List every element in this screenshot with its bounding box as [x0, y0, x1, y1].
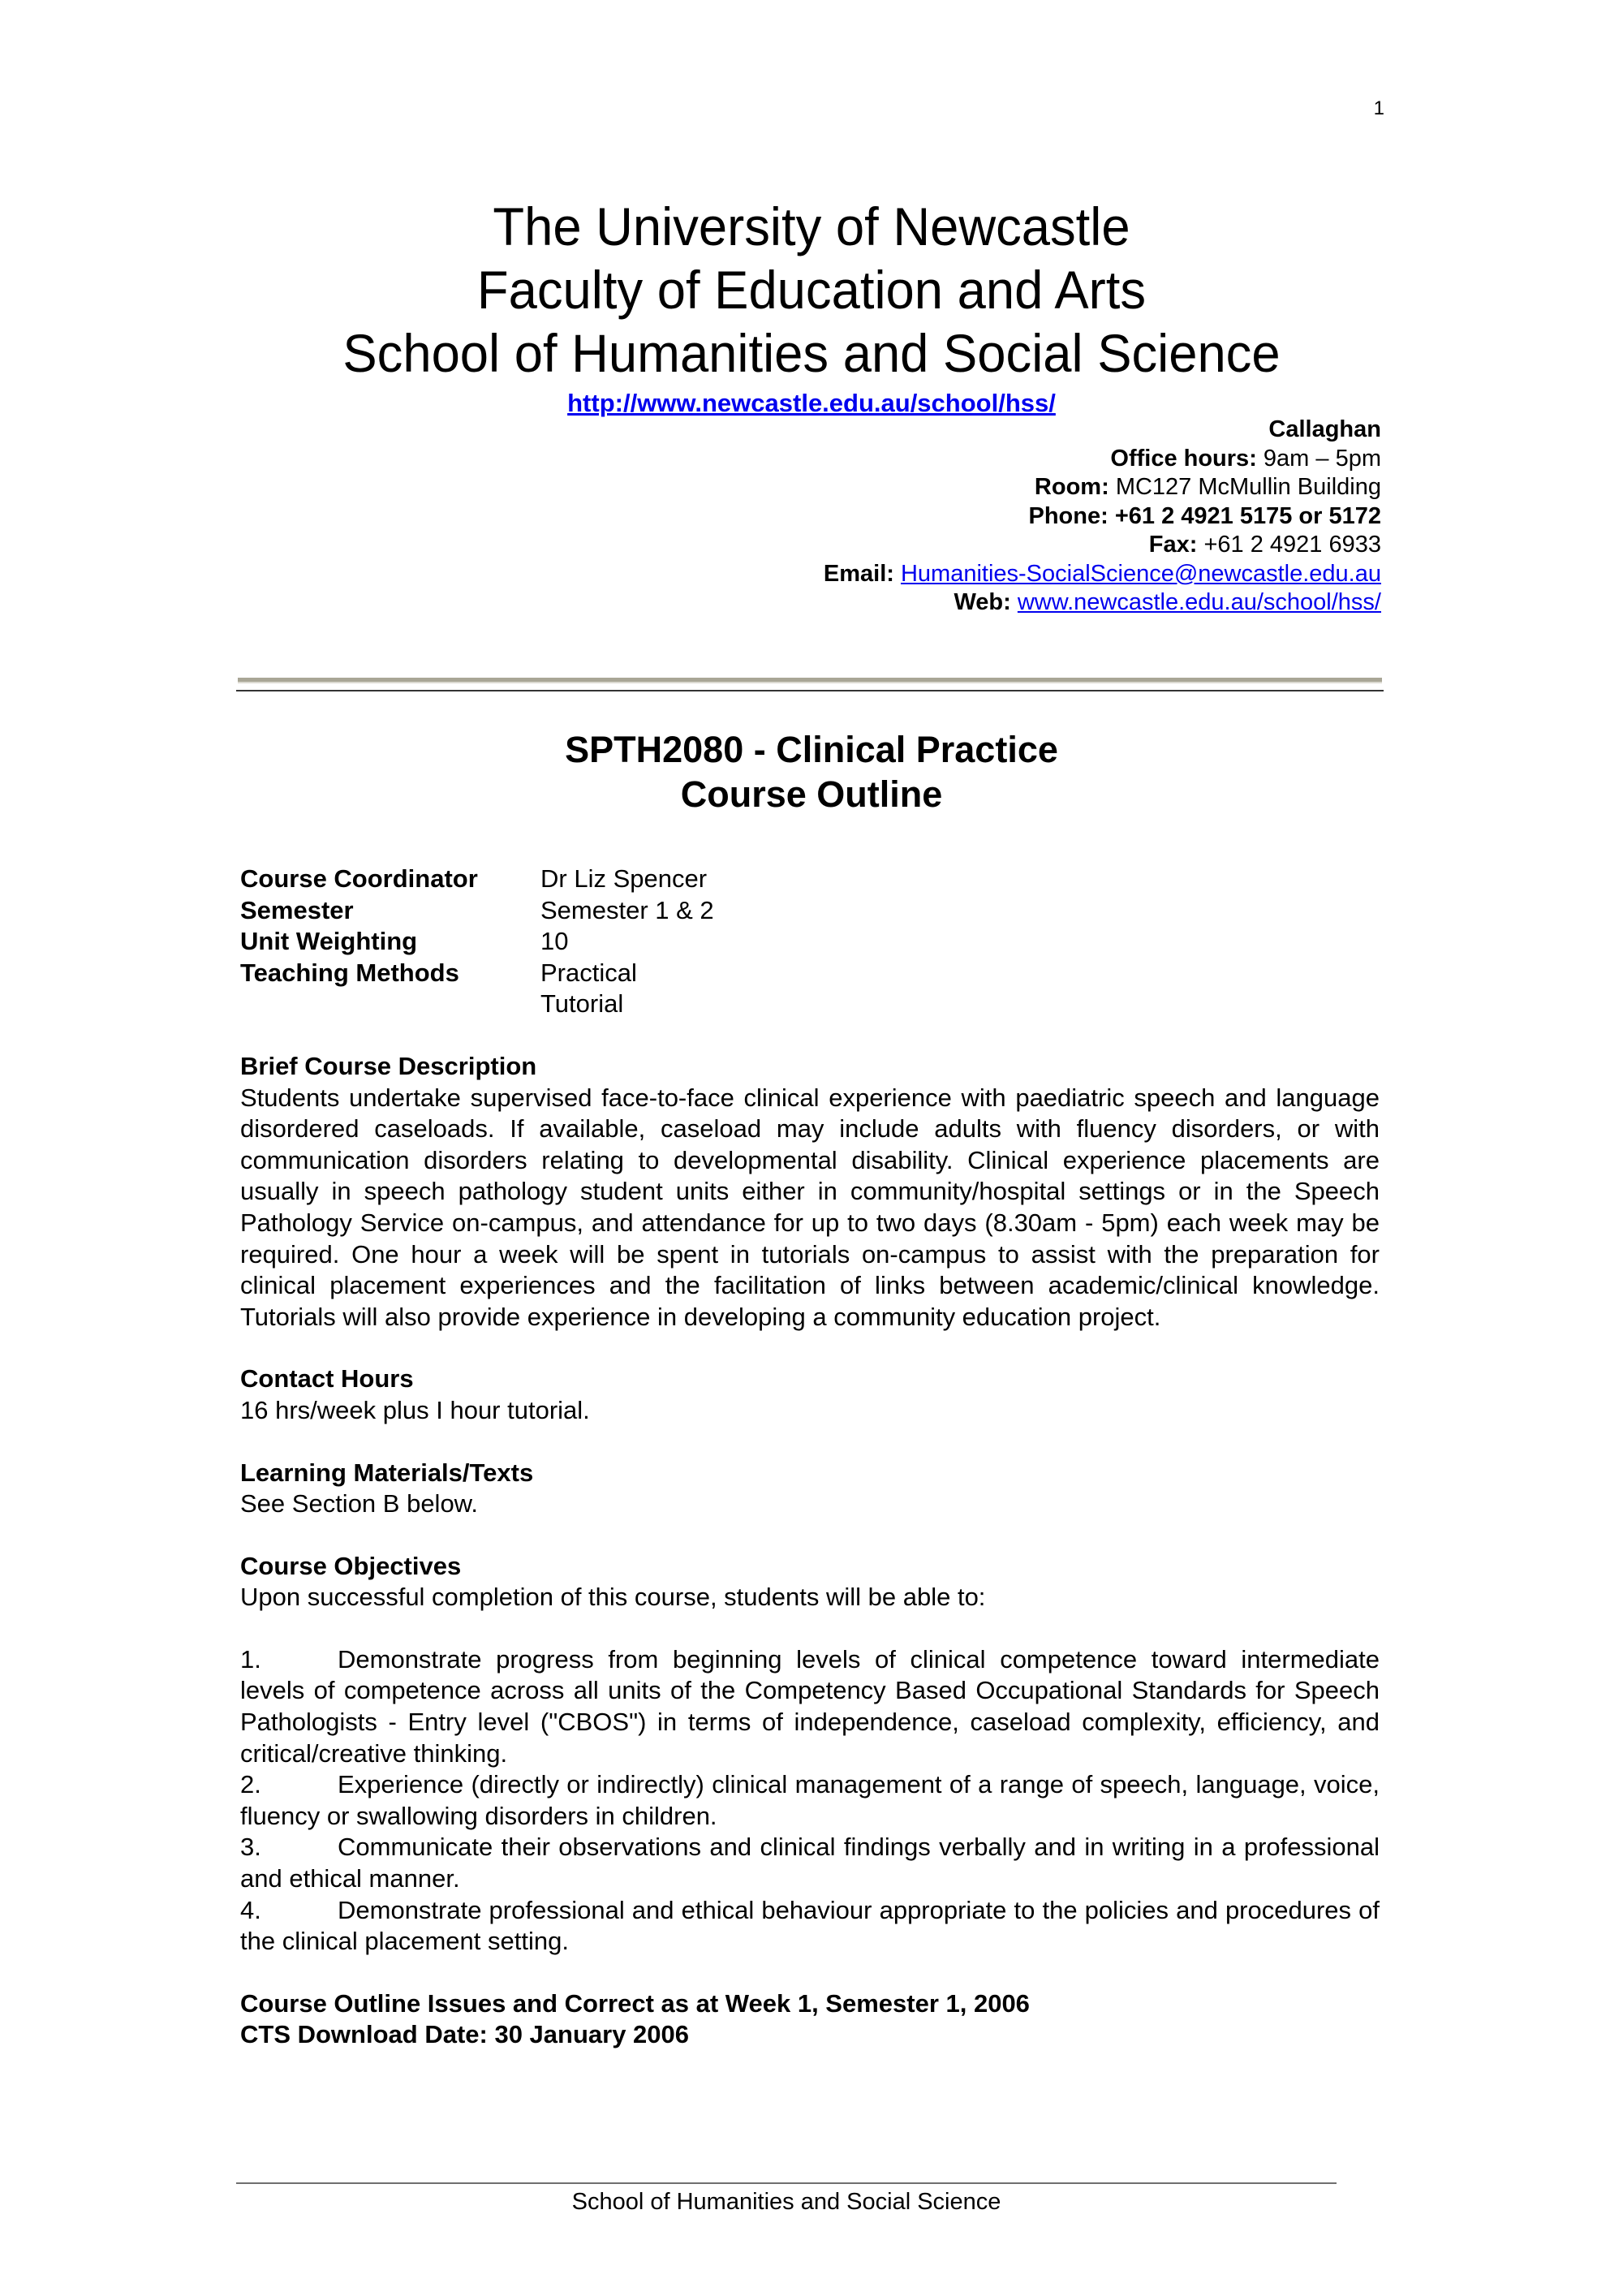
section-heading: Contact Hours [240, 1364, 414, 1394]
fax-line [824, 531, 1381, 560]
objective-item [240, 1832, 1380, 1894]
objective-text: Communicate their observations and clinical findings verbally and in writing in a professional and ethical manner. [240, 1833, 1380, 1893]
objective-item [240, 1895, 1380, 1958]
section-objectives [240, 1551, 1380, 1958]
room-line [824, 473, 1381, 502]
info-value: Semester 1 & 2 [540, 895, 714, 924]
course-subtitle: Course Outline [680, 773, 943, 815]
info-row [240, 958, 714, 989]
section-contact-hours [240, 1363, 1380, 1426]
info-row [240, 864, 714, 895]
objective-item [240, 1769, 1380, 1832]
footer-divider [236, 2182, 1337, 2184]
office-hours-label: Office hours: [1110, 445, 1257, 472]
office-hours-value: 9am – 5pm [1263, 445, 1381, 472]
web-label: Web: [954, 589, 1011, 615]
page-number: 1 [1373, 97, 1384, 119]
objective-text: Experience (directly or indirectly) clinical management of a range of speech, language, voice, fluency or swallowing disorders in children. [240, 1770, 1380, 1830]
school-url-link[interactable]: http://www.newcastle.edu.au/school/hss/ [567, 389, 1056, 417]
course-info-table [240, 864, 714, 1020]
objective-text: Demonstrate professional and ethical behaviour appropriate to the policies and procedures of the clinical placement setting. [240, 1895, 1380, 1956]
objective-number: 4. [240, 1895, 261, 1924]
objective-text: Demonstrate progress from beginning levels of clinical competence toward intermediate levels of competence across all units of the Competency Based Occupational Standards for Speech Pathologists - Entry level ("CBOS") in terms of independence, caseload complexity, efficiency, and critical/creative thinking. [240, 1644, 1380, 1768]
objectives-intro: Upon successful completion of this course, students will be able to: [240, 1583, 986, 1612]
download-date-line: CTS Download Date: 30 January 2006 [240, 2020, 690, 2049]
document-body [240, 864, 1380, 2051]
header-divider-thin [236, 690, 1384, 691]
page-footer: School of Humanities and Social Science [571, 2189, 1001, 2215]
info-key: Unit Weighting [240, 927, 418, 956]
room-label: Room: [1034, 474, 1109, 500]
course-title-block [0, 727, 1623, 816]
web-link[interactable]: www.newcastle.edu.au/school/hss/ [1017, 589, 1381, 615]
objective-number: 3. [240, 1833, 261, 1862]
campus-line [824, 416, 1381, 445]
info-value: Practical [540, 958, 637, 987]
section-materials [240, 1458, 1380, 1520]
web-line [824, 588, 1381, 618]
info-row [240, 926, 714, 958]
materials-text: See Section B below. [240, 1489, 478, 1518]
phone-label: Phone: [1028, 502, 1109, 529]
info-key: Semester [240, 895, 354, 924]
section-heading: Course Objectives [240, 1551, 462, 1580]
office-hours-line [824, 445, 1381, 474]
info-row [240, 989, 714, 1020]
course-title: SPTH2080 - Clinical Practice [565, 729, 1058, 770]
school-name: School of Humanities and Social Science [342, 323, 1281, 383]
objectives-list [240, 1644, 1380, 1958]
email-line [824, 560, 1381, 589]
faculty-name: Faculty of Education and Arts [476, 260, 1147, 320]
fax-label: Fax: [1148, 532, 1198, 558]
document-header [0, 195, 1623, 419]
description-text: Students undertake supervised face-to-face clinical experience with paediatric speech and language disordered caseloads. If available, caseload may include adults with fluency disorders, or with communication disorders relating to developmental disability. Clinical experience placements are usually in speech pathology student units either in community/hospital settings or in the Speech Pathology Service on-campus, and attendance for up to two days (8.30am - 5pm) each week may be required. One hour a week will be spent in tutorials on-campus to assist with the preparation for clinical placement experiences and the facilitation of links between academic/clinical knowledge. Tutorials will also provide experience in developing a community education project. [240, 1083, 1380, 1331]
info-key: Course Coordinator [240, 864, 478, 893]
issue-line: Course Outline Issues and Correct as at Week 1, Semester 1, 2006 [240, 1988, 1030, 2018]
contact-block [824, 416, 1381, 618]
campus-name: Callaghan [1268, 416, 1381, 442]
room-value: MC127 McMullin Building [1115, 474, 1381, 500]
phone-line [824, 502, 1381, 532]
university-name: The University of Newcastle [493, 196, 1130, 256]
info-value: 10 [540, 927, 569, 956]
phone-value: +61 2 4921 5175 or 5172 [1114, 502, 1381, 529]
info-row [240, 895, 714, 927]
email-link[interactable]: Humanities-SocialScience@newcastle.edu.au [900, 560, 1381, 587]
section-heading: Learning Materials/Texts [240, 1458, 534, 1487]
email-label: Email: [823, 560, 894, 587]
contact-hours-text: 16 hrs/week plus I hour tutorial. [240, 1395, 590, 1424]
info-key: Teaching Methods [240, 958, 459, 987]
objective-number: 2. [240, 1770, 261, 1799]
info-value: Tutorial [540, 989, 624, 1019]
objective-item [240, 1644, 1380, 1769]
section-description [240, 1051, 1380, 1333]
objective-number: 1. [240, 1644, 261, 1674]
header-divider-shadow [238, 682, 1382, 683]
info-key [240, 989, 540, 1020]
issue-notes [240, 1988, 1380, 2051]
fax-value: +61 2 4921 6933 [1203, 532, 1381, 558]
info-value: Dr Liz Spencer [540, 864, 708, 893]
section-heading: Brief Course Description [240, 1051, 537, 1080]
